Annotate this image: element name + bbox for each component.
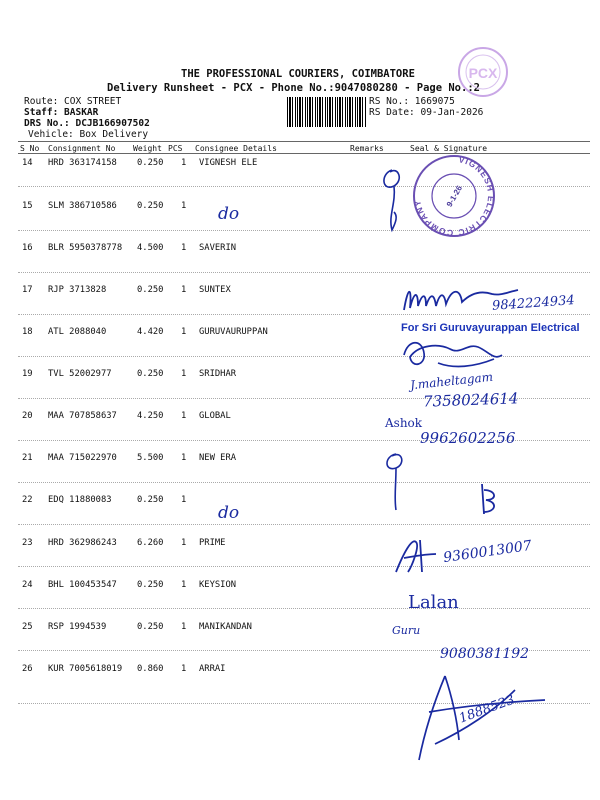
row-divider [18,566,590,567]
col-weight: Weight [133,144,162,153]
name-20: Ashok [385,416,423,430]
weight: 0.250 [137,580,164,590]
sno: 21 [22,453,33,463]
sno: 17 [22,285,33,295]
pcs: 1 [181,453,187,463]
sno: 25 [22,622,33,632]
consignment-no: ATL 2088040 [48,327,107,337]
weight: 4.250 [137,411,164,421]
sno: 15 [22,201,33,211]
weight: 5.500 [137,453,164,463]
vehicle-label: Vehicle: Box Delivery [28,129,149,140]
sno: 19 [22,369,33,379]
weight: 0.250 [137,201,164,211]
consignee: PRIME [199,538,226,548]
phone-19: 7358024614 [422,389,519,411]
col-signature: Seal & Signature [410,144,488,153]
rs-number: RS No.: 1669075 [369,96,455,107]
consignment-no: BLR 5950378778 [48,243,123,253]
weight: 6.260 [137,538,164,548]
consignee: SUNTEX [199,285,231,295]
stamp-center-date: 9-1-26 [444,183,465,209]
consignee: NEW ERA [199,453,237,463]
consignee: VIGNESH ELE [199,158,258,168]
consignee: SAVERIN [199,243,237,253]
barcode [287,97,367,127]
consignment-no: HRD 362986243 [48,538,117,548]
row-divider [18,230,590,231]
row-divider [18,272,590,273]
company-round-stamp [410,152,498,240]
phone-26a: 9080381192 [440,646,530,662]
sno: 24 [22,580,33,590]
company-title: THE PROFESSIONAL COURIERS, COIMBATORE [181,68,415,80]
consignment-no: HRD 363174158 [48,158,117,168]
signature-scribble-22 [474,480,504,520]
phone-26b: 1888523 [457,692,517,727]
row-divider [18,482,590,483]
staff-label: Staff: BASKAR [24,107,99,118]
col-pcs: PCS [168,144,183,153]
phone-23: 9360013007 [442,537,533,567]
consignee: GLOBAL [199,411,231,421]
signature-scribble-21 [380,446,414,516]
consignment-no: MAA 707858637 [48,411,117,421]
name-24: Lalan [408,592,459,613]
consignment-no: BHL 100453547 [48,580,117,590]
signature-23 [390,532,450,580]
pcx-stamp-text: PCX [468,65,498,81]
header-bottom-rule [18,153,590,154]
weight: 0.250 [137,622,164,632]
pcs: 1 [181,411,187,421]
col-sno: S No [20,144,40,153]
pcs: 1 [181,285,187,295]
sno: 18 [22,327,33,337]
weight: 4.500 [137,243,164,253]
consignee: GURUVAURUPPAN [199,327,268,337]
header-top-rule [18,141,590,142]
consignee: ARRAI [199,664,226,674]
stamp-guruvayurappan: For Sri Guruvayurappan Electrical [401,322,580,334]
sno: 26 [22,664,33,674]
signature-18 [398,335,508,371]
col-remarks: Remarks [350,144,384,153]
weight: 0.250 [137,285,164,295]
sno: 23 [22,538,33,548]
weight: 0.250 [137,495,164,505]
consignment-no: EDQ 11880083 [48,495,112,505]
weight: 0.250 [137,158,164,168]
drs-label: DRS No.: DCJB166907502 [24,118,150,129]
col-consignment: Consignment No [48,144,116,153]
phone-20: 9962602256 [420,429,516,447]
sno: 22 [22,495,33,505]
rs-date: RS Date: 09-Jan-2026 [369,107,484,118]
consignee: SRIDHAR [199,369,237,379]
weight: 0.860 [137,664,164,674]
weight: 4.420 [137,327,164,337]
consignment-no: MAA 715022970 [48,453,117,463]
weight: 0.250 [137,369,164,379]
consignment-no: SLM 386710586 [48,201,117,211]
sno: 14 [22,158,33,168]
sno: 16 [22,243,33,253]
row-divider [18,186,590,187]
sno: 20 [22,411,33,421]
pcs: 1 [181,369,187,379]
pcs: 1 [181,664,187,674]
phone-17: 9842224934 [491,293,576,314]
consignee: KEYSION [199,580,237,590]
stamp-ring-text: VIGNESH ELECTRIC COMPANY [412,154,497,239]
consignment-no: TVL 52002977 [48,369,112,379]
pcs: 1 [181,158,187,168]
row-divider [18,608,590,609]
route-label: Route: COX STREET [24,96,122,107]
name-19: J.maheltagam [409,369,494,393]
pcs: 1 [181,580,187,590]
consignment-no: RJP 3713828 [48,285,107,295]
consignment-no: RSP 1994539 [48,622,107,632]
runsheet-subtitle: Delivery Runsheet - PCX - Phone No.:9047080280 - Page No.:2 [107,82,480,94]
pcs: 1 [181,201,187,211]
pcs: 1 [181,495,187,505]
consignee: MANIKANDAN [199,622,252,632]
row-divider [18,524,590,525]
ditto-mark: do [218,204,240,224]
pcs: 1 [181,327,187,337]
pcx-round-stamp [448,42,518,102]
name-25: Guru [392,624,421,637]
consignment-no: KUR 7005618019 [48,664,123,674]
col-consignee: Consignee Details [195,144,277,153]
pcs: 1 [181,622,187,632]
pcs: 1 [181,243,187,253]
pcs: 1 [181,538,187,548]
ditto-mark: do [218,503,240,523]
